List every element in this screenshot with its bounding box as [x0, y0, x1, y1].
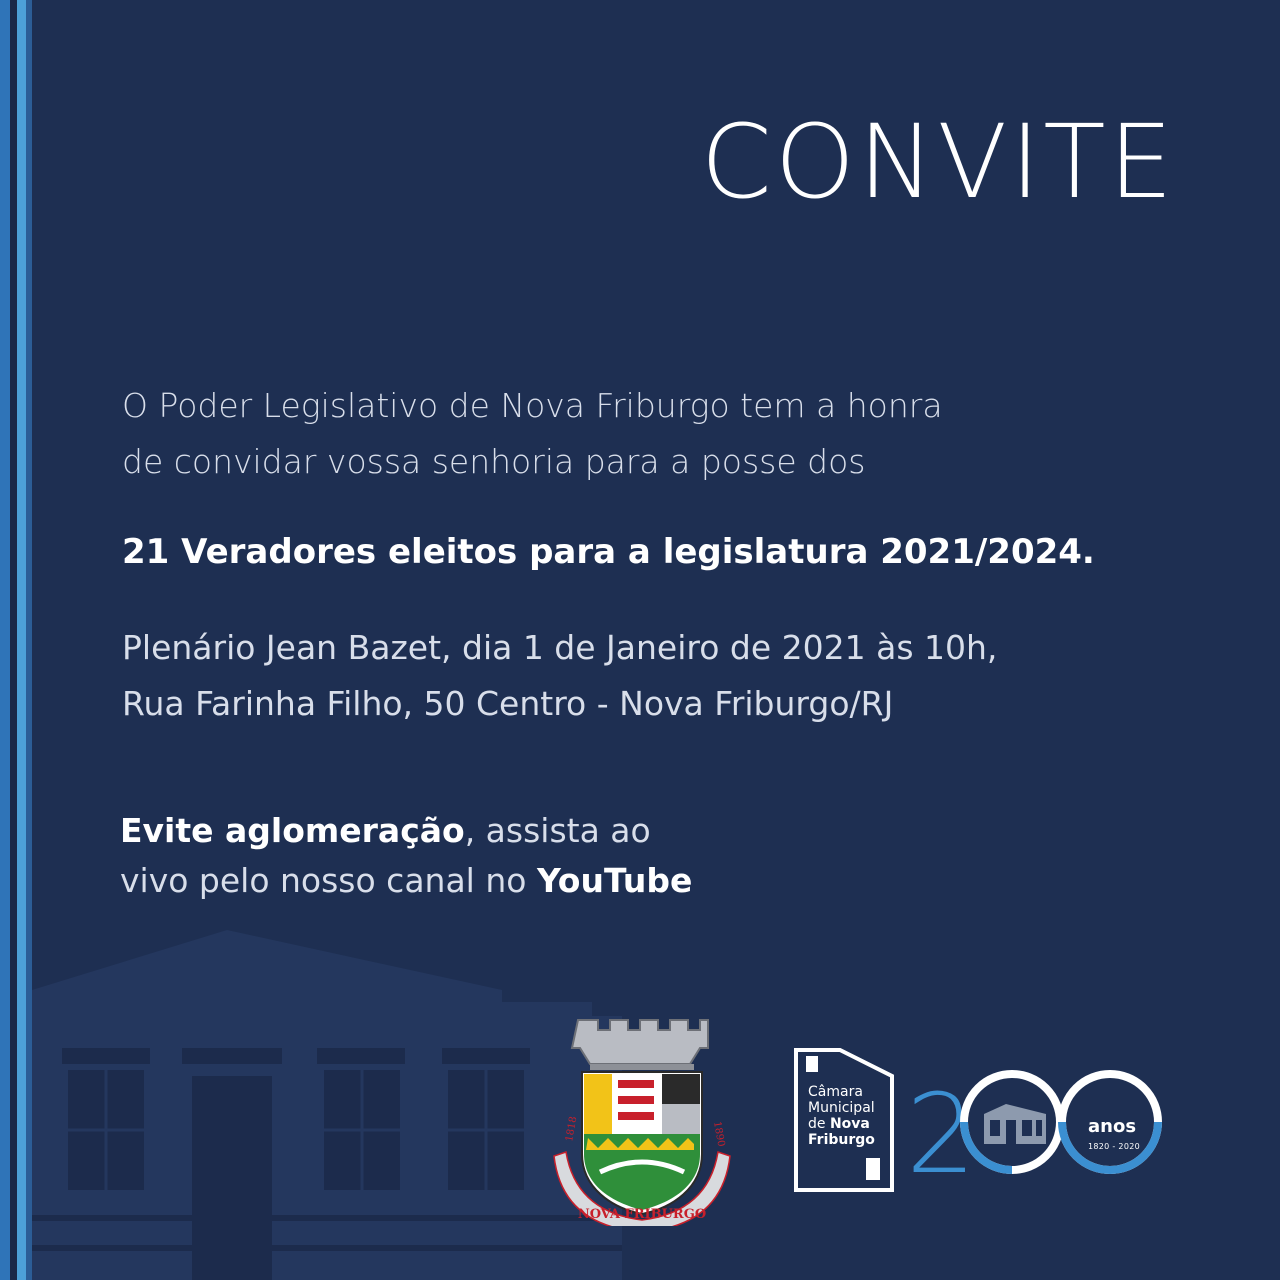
youtube-label: YouTube [536, 861, 693, 900]
cta-emphasis: Evite aglomeração [120, 811, 465, 850]
camara-line-2: Municipal [808, 1100, 875, 1116]
intro-line-2: de convidar vossa senhoria para a posse dos [122, 442, 866, 481]
side-stripe [0, 0, 10, 1280]
anniversary-years: 1820 - 2020 [1088, 1142, 1140, 1151]
building-silhouette [32, 930, 622, 1280]
headline: 21 Veradores eleitos para a legislatura 2021/2024. [122, 532, 1095, 572]
event-details [122, 620, 1222, 732]
coat-year-right: 1890 [711, 1120, 727, 1148]
coat-year-left: 1818 [564, 1115, 580, 1143]
intro-text [122, 378, 1122, 490]
camara-line-3-prefix: de [808, 1116, 830, 1132]
cta-line-2 [120, 856, 820, 906]
anniversary-label: anos [1088, 1116, 1137, 1137]
side-stripe [17, 0, 26, 1280]
cta-text: , assista ao [464, 811, 651, 850]
cta-line-1 [120, 806, 820, 856]
coat-of-arms [552, 1012, 732, 1226]
cta-text: vivo pelo nosso canal no [120, 861, 537, 900]
camara-line-4: Friburgo [808, 1132, 875, 1148]
side-stripe [10, 0, 17, 1280]
camara-name [808, 1084, 875, 1148]
intro-line-1: O Poder Legislativo de Nova Friburgo tem a honra [122, 386, 943, 425]
details-line-2: Rua Farinha Filho, 50 Centro - Nova Friburgo/RJ [122, 684, 894, 723]
camara-municipal-logo [792, 1046, 1174, 1194]
coat-banner-text: NOVA FRIBURGO [577, 1207, 707, 1222]
page-title: CONVITE [700, 103, 1176, 222]
call-to-action [120, 806, 820, 906]
camara-line-3-bold: Nova [829, 1116, 870, 1132]
anniversary-digit: 2 [906, 1070, 976, 1180]
details-line-1: Plenário Jean Bazet, dia 1 de Janeiro de 2021 às 10h, [122, 628, 998, 667]
camara-line-3 [808, 1116, 875, 1132]
camara-line-1: Câmara [808, 1084, 863, 1100]
